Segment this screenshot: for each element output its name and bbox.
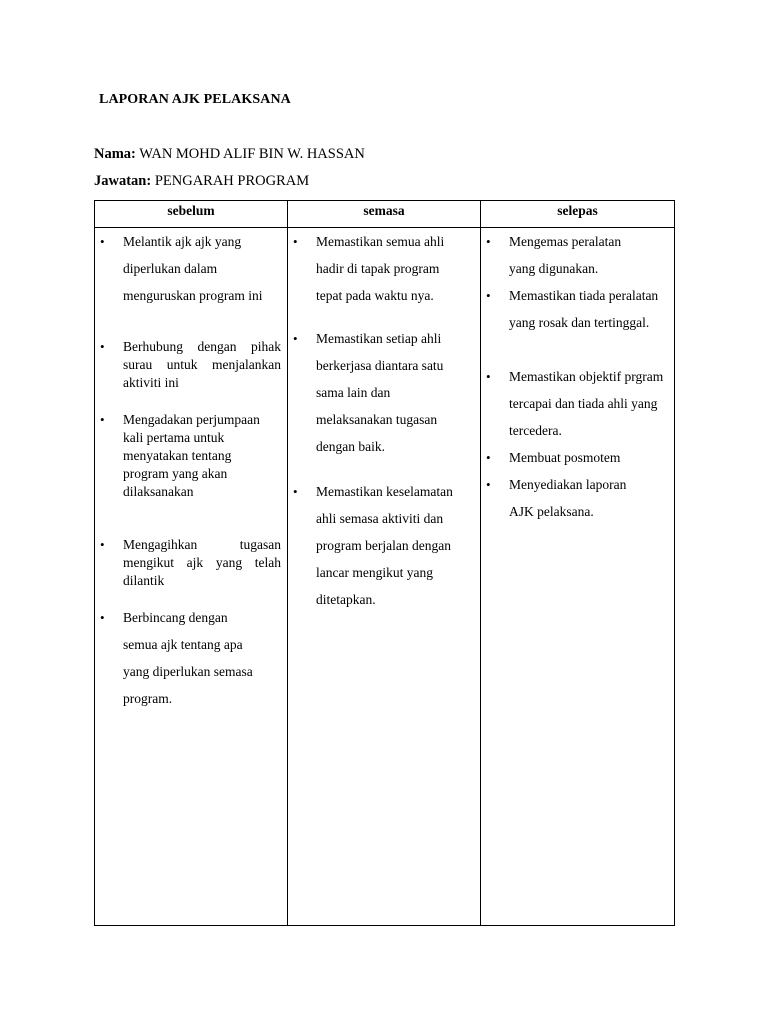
- nama-line: [94, 146, 365, 163]
- list-item-text: Mengemas peralatan yang digunakan.: [509, 234, 622, 276]
- jawatan-value: PENGARAH PROGRAM: [154, 173, 310, 189]
- list-item-text: Menyediakan laporan AJK pelaksana.: [509, 477, 627, 519]
- list-item-text: Berhubung dengan pihak surau untuk menjalankan aktiviti ini: [123, 339, 281, 390]
- bullet-icon: •: [293, 484, 298, 499]
- bullet-icon: •: [293, 331, 298, 346]
- column-selepas: [481, 201, 674, 925]
- nama-label: Nama:: [94, 146, 136, 162]
- list-item-text: Memastikan semua ahli hadir di tapak program tepat pada waktu nya.: [316, 234, 445, 303]
- list-item-text: Memastikan objektif prgram tercapai dan tiada ahli yang tercedera.: [509, 369, 664, 438]
- bullet-icon: •: [100, 412, 105, 427]
- list-item-text: Memastikan keselamatan ahli semasa aktiviti dan program berjalan dengan lancar mengikut yang ditetapkan.: [316, 484, 453, 607]
- bullet-icon: •: [486, 477, 491, 492]
- bullet-icon: •: [486, 234, 491, 249]
- report-table: [94, 200, 675, 926]
- header-sebelum: sebelum: [95, 201, 287, 228]
- bullet-icon: •: [100, 339, 105, 354]
- list-item-text: Memastikan tiada peralatan yang rosak dan tertinggal.: [509, 288, 659, 330]
- bullet-icon: •: [293, 234, 298, 249]
- jawatan-label: Jawatan:: [94, 173, 152, 189]
- jawatan-line: [94, 173, 309, 190]
- bullet-icon: •: [486, 450, 491, 465]
- bullet-icon: •: [100, 610, 105, 625]
- list-item-text: Mengagihkan tugasan mengikut ajk yang telah dilantik: [123, 537, 281, 588]
- list-item-text: Memastikan setiap ahli berkerjasa diantara satu sama lain dan melaksanakan tugasan dengan baik.: [316, 331, 444, 454]
- list-item-text: Mengadakan perjumpaan kali pertama untuk menyatakan tentang program yang akan dilaksanakan: [123, 412, 260, 499]
- bullet-icon: •: [486, 288, 491, 303]
- bullet-icon: •: [100, 234, 105, 249]
- nama-value: WAN MOHD ALIF BIN W. HASSAN: [139, 146, 365, 162]
- header-semasa: semasa: [288, 201, 480, 228]
- document-title: LAPORAN AJK PELAKSANA: [99, 92, 291, 107]
- bullet-icon: •: [100, 537, 105, 552]
- list-item-text: Membuat posmotem: [509, 450, 621, 465]
- bullet-icon: •: [486, 369, 491, 384]
- header-selepas: selepas: [481, 201, 674, 228]
- list-item-text: Berbincang dengan semua ajk tentang apa yang diperlukan semasa program.: [123, 610, 253, 706]
- column-semasa: [288, 201, 481, 925]
- list-item-text: Melantik ajk ajk yang diperlukan dalam menguruskan program ini: [123, 234, 263, 303]
- column-sebelum: [95, 201, 288, 925]
